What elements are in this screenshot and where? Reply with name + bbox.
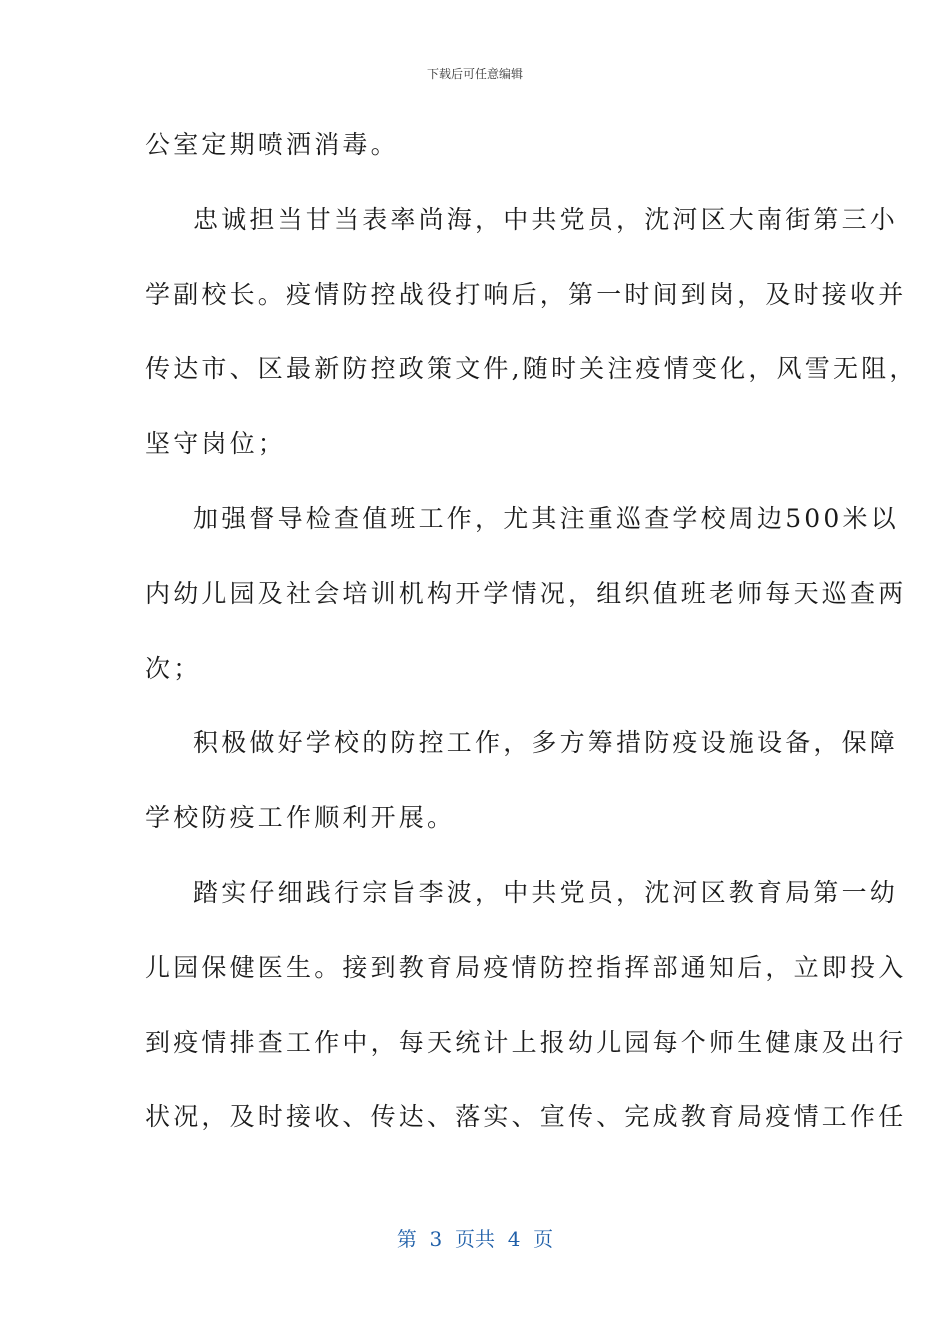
text-line: 儿园保健医生。接到教育局疫情防控指挥部通知后，立即投入 <box>145 952 907 982</box>
text-line: 内幼儿园及社会培训机构开学情况，组织值班老师每天巡查两 <box>145 578 907 608</box>
text-line: 坚守岗位； <box>145 429 287 459</box>
text-line: 学校防疫工作顺利开展。 <box>145 803 456 833</box>
text-line: 传达市、区最新防控政策文件,随时关注疫情变化，风雪无阻， <box>145 354 918 384</box>
text-line: 公室定期喷洒消毒。 <box>145 130 399 159</box>
page-number-footer: 第 3 页共 4 页 <box>396 1227 554 1251</box>
text-line: 次； <box>145 653 202 683</box>
text-line: 积极做好学校的防控工作，多方筹措防疫设施设备，保障 <box>193 728 899 758</box>
text-line: 踏实仔细践行宗旨李波，中共党员，沈河区教育局第一幼 <box>193 877 899 907</box>
text-line: 忠诚担当甘当表率尚海，中共党员，沈河区大南街第三小 <box>193 204 899 234</box>
document-body <box>145 120 918 1167</box>
text-line: 到疫情排查工作中，每天统计上报幼儿园每个师生健康及出行 <box>145 1027 907 1057</box>
text-line: 加强督导检查值班工作，尤其注重巡查学校周边500米以 <box>193 503 899 533</box>
page-header-note: 下载后可任意编辑 <box>426 67 523 81</box>
text-line: 状况，及时接收、传达、落实、宣传、完成教育局疫情工作任 <box>145 1102 907 1132</box>
text-line: 学副校长。疫情防控战役打响后，第一时间到岗，及时接收并 <box>145 279 907 309</box>
